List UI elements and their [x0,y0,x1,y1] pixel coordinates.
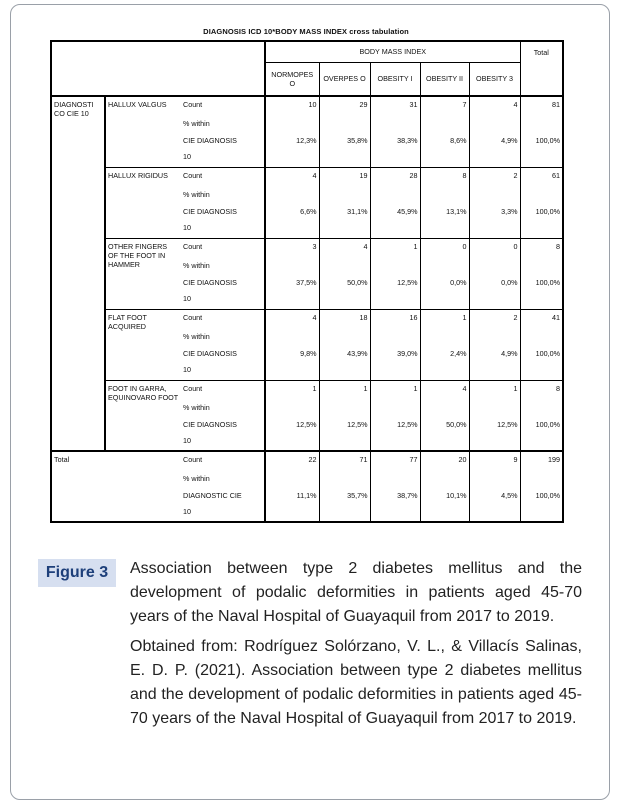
count-cell: 19 [319,167,370,186]
count-cell: 8 [520,238,563,257]
count-cell: 31 [370,96,420,115]
empty-cell [420,115,469,132]
empty-cell [370,257,420,274]
empty-cell [319,115,370,132]
table-title: DIAGNOSIS ICD 10*BODY MASS INDEX cross tabulation [203,27,409,36]
total-pct-cell: 38,7% [370,487,420,504]
empty-cell [370,362,420,380]
stat-pct-label: % within [183,474,210,483]
count-cell: 4 [265,309,319,328]
empty-cell [520,504,563,522]
count-cell: 1 [265,380,319,399]
empty-cell [265,328,319,345]
stat-pct-label: 10 [181,149,265,167]
total-header-blank [520,62,563,96]
empty-cell [265,257,319,274]
pct-cell: 0,0% [469,274,520,291]
empty-cell [319,504,370,522]
empty-cell [265,149,319,167]
stat-pct-label: % within [183,190,210,199]
empty-cell [520,186,563,203]
empty-cell [265,504,319,522]
pct-cell: 100,0% [520,274,563,291]
count-cell: 2 [469,309,520,328]
row-label: FLAT FOOT ACQUIRED [105,309,181,380]
empty-cell [520,291,563,309]
count-cell: 1 [319,380,370,399]
pct-cell: 9,8% [265,345,319,362]
pct-cell: 4,9% [469,132,520,149]
row-label: FOOT IN GARRA, EQUINOVARO FOOT [105,380,181,451]
empty-cell [319,433,370,451]
stat-count-label: Count [183,312,203,322]
count-cell: 0 [420,238,469,257]
row-label: HALLUX RIGIDUS [105,167,181,238]
stat-pct-label: 10 [181,433,265,451]
empty-cell [469,328,520,345]
empty-cell [469,362,520,380]
count-cell: 16 [370,309,420,328]
pct-cell: 13,1% [420,203,469,220]
empty-cell [370,470,420,487]
stat-pct-label: CIE DIAGNOSIS [183,278,237,287]
column-header: OBESITY I [370,62,420,96]
pct-cell: 38,3% [370,132,420,149]
empty-cell [265,470,319,487]
empty-cell [370,433,420,451]
total-count-cell: 9 [469,451,520,470]
pct-cell: 45,9% [370,203,420,220]
empty-cell [265,186,319,203]
stat-pct-label: CIE DIAGNOSIS [183,349,237,358]
pct-cell: 50,0% [420,416,469,433]
count-cell: 29 [319,96,370,115]
count-cell: 4 [265,167,319,186]
empty-cell [370,328,420,345]
empty-cell [420,362,469,380]
empty-cell [370,291,420,309]
count-cell: 61 [520,167,563,186]
empty-cell [520,328,563,345]
empty-cell [370,220,420,238]
empty-cell [520,220,563,238]
stat-count-label: Count [183,383,203,393]
empty-cell [469,291,520,309]
count-cell: 4 [420,380,469,399]
column-header: OBESITY 3 [469,62,520,96]
pct-cell: 50,0% [319,274,370,291]
empty-cell [265,433,319,451]
pct-cell: 100,0% [520,203,563,220]
empty-cell [469,186,520,203]
stat-pct-label: % within [183,119,210,128]
empty-cell [469,115,520,132]
empty-cell [319,470,370,487]
pct-cell: 4,9% [469,345,520,362]
total-header: Total [520,41,563,62]
empty-cell [520,257,563,274]
total-pct-cell: 35,7% [319,487,370,504]
stat-pct-label: % within [183,332,210,341]
empty-cell [469,433,520,451]
empty-cell [265,291,319,309]
row-group-label: DIAGNOSTI CO CIE 10 [51,96,105,451]
pct-cell: 12,5% [469,416,520,433]
figure-caption: Association between type 2 diabetes mellitus and the development of podalic deformities in patients aged 45-70 years of the Naval Hospital of Guayaquil from 2017 to 2019. [130,560,582,625]
stat-pct-label: 10 [181,220,265,238]
crosstab-table [50,40,564,523]
empty-cell [420,220,469,238]
empty-cell [319,186,370,203]
column-header: NORMOPES O [265,62,319,96]
empty-cell [319,220,370,238]
figure-label: Figure 3 [38,559,116,587]
stat-pct-label: % within [183,403,210,412]
empty-cell [319,257,370,274]
stat-pct-label: 10 [181,291,265,309]
total-count-cell: 71 [319,451,370,470]
empty-cell [370,504,420,522]
empty-cell [420,504,469,522]
stat-count-label: Count [183,100,203,109]
empty-cell [370,149,420,167]
count-cell: 4 [319,238,370,257]
empty-cell [420,149,469,167]
pct-cell: 31,1% [319,203,370,220]
stat-pct-label: CIE DIAGNOSIS [183,420,237,429]
empty-cell [469,504,520,522]
empty-cell [469,399,520,416]
pct-cell: 6,6% [265,203,319,220]
empty-cell [370,399,420,416]
empty-cell [370,186,420,203]
empty-cell [319,399,370,416]
empty-cell [520,362,563,380]
count-cell: 3 [265,238,319,257]
empty-cell [265,220,319,238]
pct-cell: 12,3% [265,132,319,149]
empty-cell [370,115,420,132]
empty-cell [319,328,370,345]
pct-cell: 39,0% [370,345,420,362]
empty-cell [319,149,370,167]
column-header: OBESITY II [420,62,469,96]
pct-cell: 3,3% [469,203,520,220]
total-count-cell: 199 [520,451,563,470]
stat-pct-label: CIE DIAGNOSIS [183,136,237,145]
empty-cell [520,149,563,167]
stat-count-label: Count [181,451,265,470]
pct-cell: 35,8% [319,132,370,149]
empty-cell [319,291,370,309]
pct-cell: 12,5% [370,416,420,433]
empty-cell [420,328,469,345]
figure-source: Obtained from: Rodríguez Solórzano, V. L., & Villacís Salinas, E. D. P. (2021). Association between type 2 diabetes mellitus and the development of podalic deformities in patients aged 45-70 years of the Naval Hospital of Guayaquil from 2017 to 2019. [130,638,582,727]
stat-count-label: Count [183,241,203,251]
stat-pct-label: 10 [181,362,265,380]
empty-cell [420,186,469,203]
count-cell: 2 [469,167,520,186]
empty-cell [265,399,319,416]
pct-cell: 100,0% [520,132,563,149]
count-cell: 4 [469,96,520,115]
pct-cell: 0,0% [420,274,469,291]
total-count-cell: 77 [370,451,420,470]
empty-cell [420,433,469,451]
empty-cell [520,470,563,487]
count-cell: 28 [370,167,420,186]
empty-cell [265,115,319,132]
empty-cell [319,362,370,380]
pct-cell: 8,6% [420,132,469,149]
empty-cell [520,115,563,132]
pct-cell: 100,0% [520,416,563,433]
caption-text-block [130,557,582,737]
count-cell: 0 [469,238,520,257]
pct-cell: 100,0% [520,345,563,362]
empty-cell [520,433,563,451]
count-cell: 10 [265,96,319,115]
count-cell: 18 [319,309,370,328]
stat-pct-label: DIAGNOSTIC CIE [183,491,242,500]
total-count-cell: 20 [420,451,469,470]
row-label: HALLUX VALGUS [105,96,181,167]
empty-cell [420,257,469,274]
total-count-cell: 22 [265,451,319,470]
count-cell: 7 [420,96,469,115]
column-header: OVERPES O [319,62,370,96]
count-cell: 1 [370,238,420,257]
count-cell: 81 [520,96,563,115]
count-cell: 41 [520,309,563,328]
empty-cell [520,399,563,416]
pct-cell: 2,4% [420,345,469,362]
count-cell: 8 [520,380,563,399]
count-cell: 1 [420,309,469,328]
total-pct-cell: 11,1% [265,487,319,504]
pct-cell: 12,5% [265,416,319,433]
pct-cell: 43,9% [319,345,370,362]
row-label: OTHER FINGERS OF THE FOOT IN HAMMER [105,238,181,309]
pct-cell: 12,5% [370,274,420,291]
total-pct-cell: 4,5% [469,487,520,504]
pct-cell: 12,5% [319,416,370,433]
total-row-label: Total [51,451,181,522]
count-cell: 8 [420,167,469,186]
stat-pct-label: 10 [181,504,265,522]
total-pct-cell: 100,0% [520,487,563,504]
empty-cell [420,399,469,416]
header-corner [51,41,265,96]
count-cell: 1 [370,380,420,399]
stat-pct-label: CIE DIAGNOSIS [183,207,237,216]
empty-cell [469,149,520,167]
empty-cell [420,291,469,309]
stat-count-label: Count [183,170,203,180]
empty-cell [469,257,520,274]
bmi-group-header: BODY MASS INDEX [265,41,520,62]
count-cell: 1 [469,380,520,399]
empty-cell [469,220,520,238]
empty-cell [265,362,319,380]
empty-cell [469,470,520,487]
pct-cell: 37,5% [265,274,319,291]
stat-pct-label: % within [183,261,210,270]
total-pct-cell: 10,1% [420,487,469,504]
empty-cell [420,470,469,487]
